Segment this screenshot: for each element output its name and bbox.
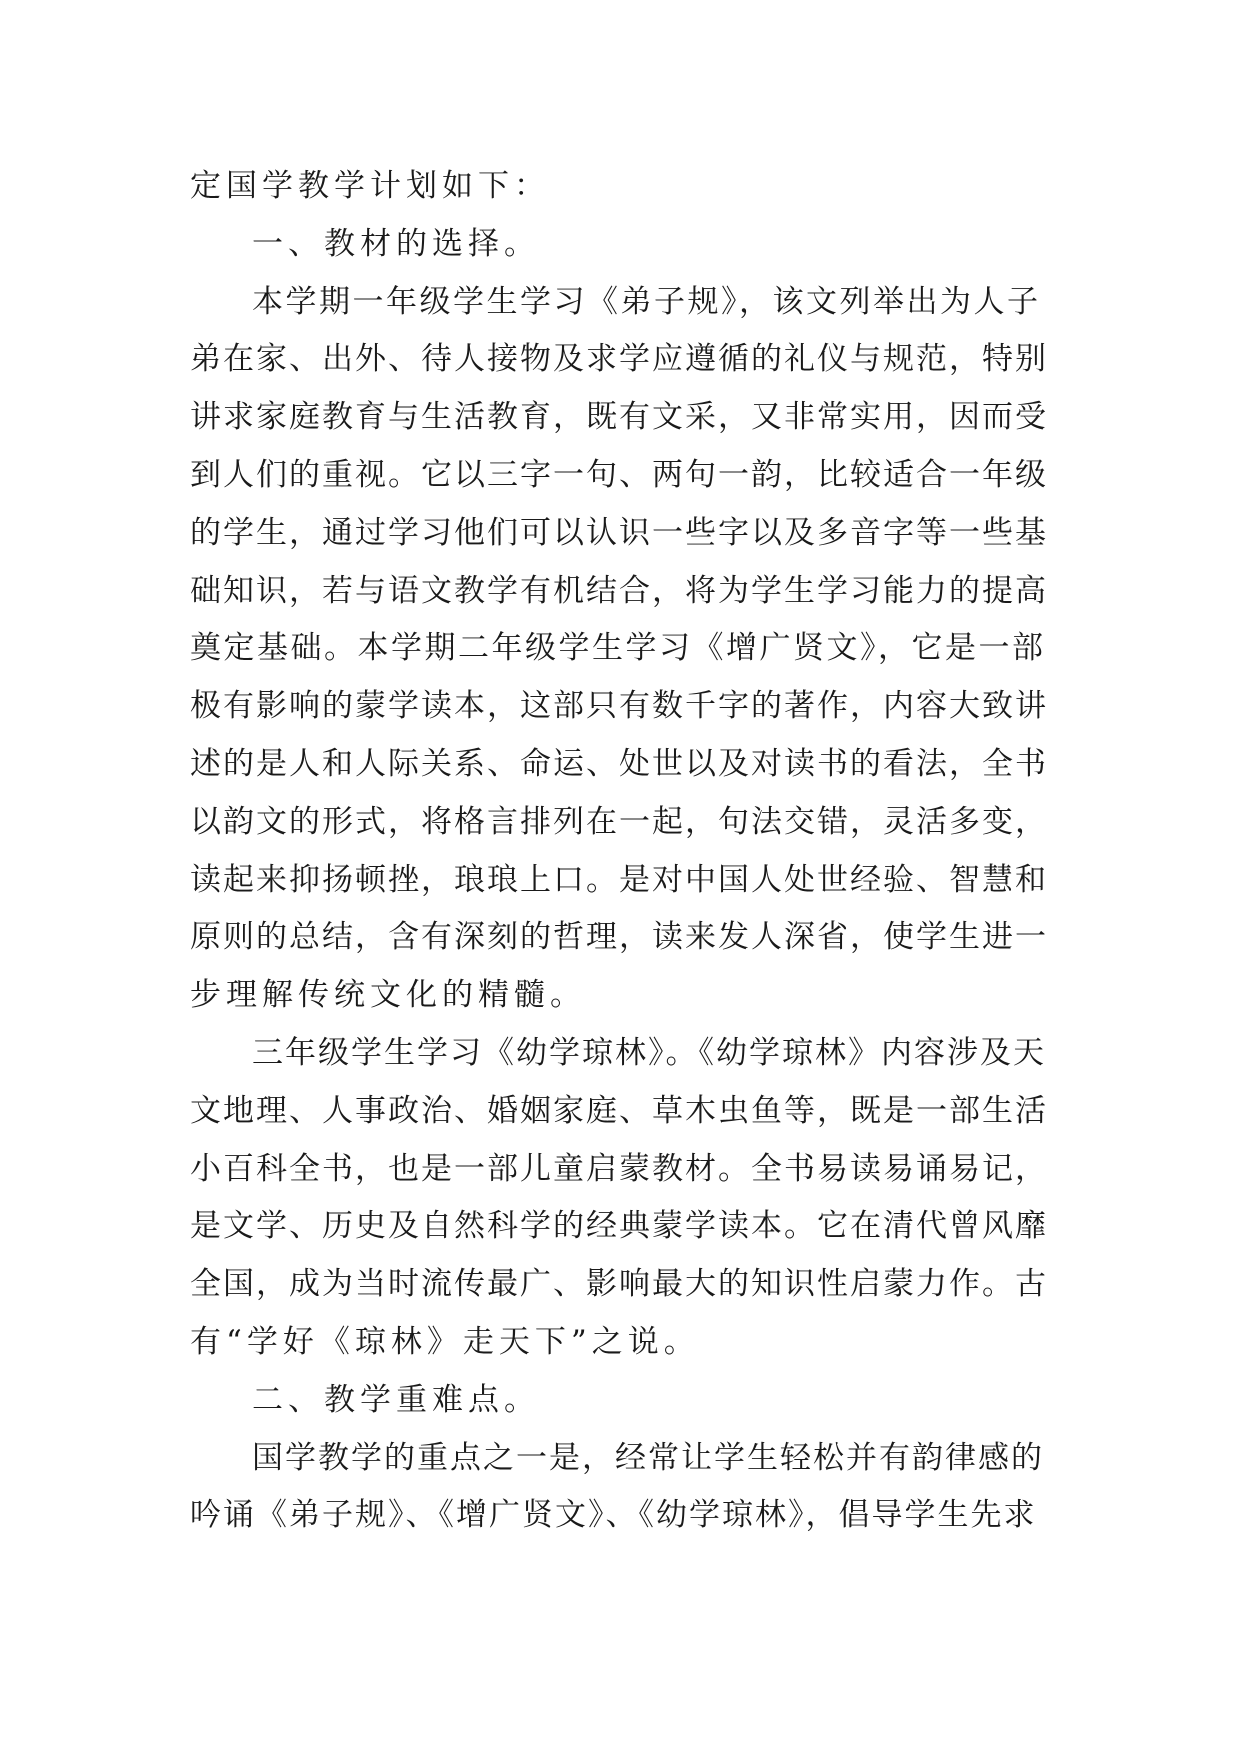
section-heading: 一、教材的选择。 xyxy=(252,225,540,262)
section-heading: 二、教学重难点。 xyxy=(252,1381,540,1418)
text-line: 国学教学的重点之一是，经常让学生轻松并有韵律感的 xyxy=(252,1439,1044,1476)
text-line: 读起来抑扬顿挫，琅琅上口。是对中国人处世经验、智慧和 xyxy=(190,861,1048,898)
text-line: 的学生，通过学习他们可以认识一些字以及多音字等一些基 xyxy=(190,514,1048,551)
text-line: 是文学、历史及自然科学的经典蒙学读本。它在清代曾风靡 xyxy=(190,1208,1048,1245)
text-line: 定国学教学计划如下： xyxy=(190,168,550,204)
text-line: 讲求家庭教育与生活教育，既有文采，又非常实用，因而受 xyxy=(190,399,1048,436)
text-line: 奠定基础。本学期二年级学生学习《增广贤文》，它是一部 xyxy=(190,630,1046,667)
document-body xyxy=(190,158,1050,1545)
text-line: 小百科全书，也是一部儿童启蒙教材。全书易读易诵易记， xyxy=(190,1150,1048,1187)
text-line: 础知识，若与语文教学有机结合，将为学生学习能力的提高 xyxy=(190,572,1048,609)
text-line: 三年级学生学习《幼学琼林》。《幼学琼林》内容涉及天 xyxy=(252,1034,1046,1071)
text-line: 全国，成为当时流传最广、影响最大的知识性启蒙力作。古 xyxy=(190,1266,1048,1303)
text-line: 极有影响的蒙学读本，这部只有数千字的著作，内容大致讲 xyxy=(190,688,1048,725)
text-line: 有“学好《琼林》走天下”之说。 xyxy=(190,1323,700,1360)
text-line: 原则的总结，含有深刻的哲理，读来发人深省，使学生进一 xyxy=(190,919,1048,956)
text-line: 文地理、人事政治、婚姻家庭、草木虫鱼等，既是一部生活 xyxy=(190,1092,1048,1129)
text-line: 弟在家、出外、待人接物及求学应遵循的礼仪与规范，特别 xyxy=(190,341,1048,378)
text-line: 到人们的重视。它以三字一句、两句一韵，比较适合一年级 xyxy=(190,456,1048,493)
text-line: 吟诵《弟子规》、《增广贤文》、《幼学琼林》，倡导学生先求 xyxy=(190,1497,1037,1534)
text-line: 步理解传统文化的精髓。 xyxy=(190,977,586,1014)
text-line: 述的是人和人际关系、命运、处世以及对读书的看法，全书 xyxy=(190,745,1048,782)
text-line: 本学期一年级学生学习《弟子规》，该文列举出为人子 xyxy=(252,283,1041,320)
text-line: 以韵文的形式，将格言排列在一起，句法交错，灵活多变， xyxy=(190,803,1048,840)
